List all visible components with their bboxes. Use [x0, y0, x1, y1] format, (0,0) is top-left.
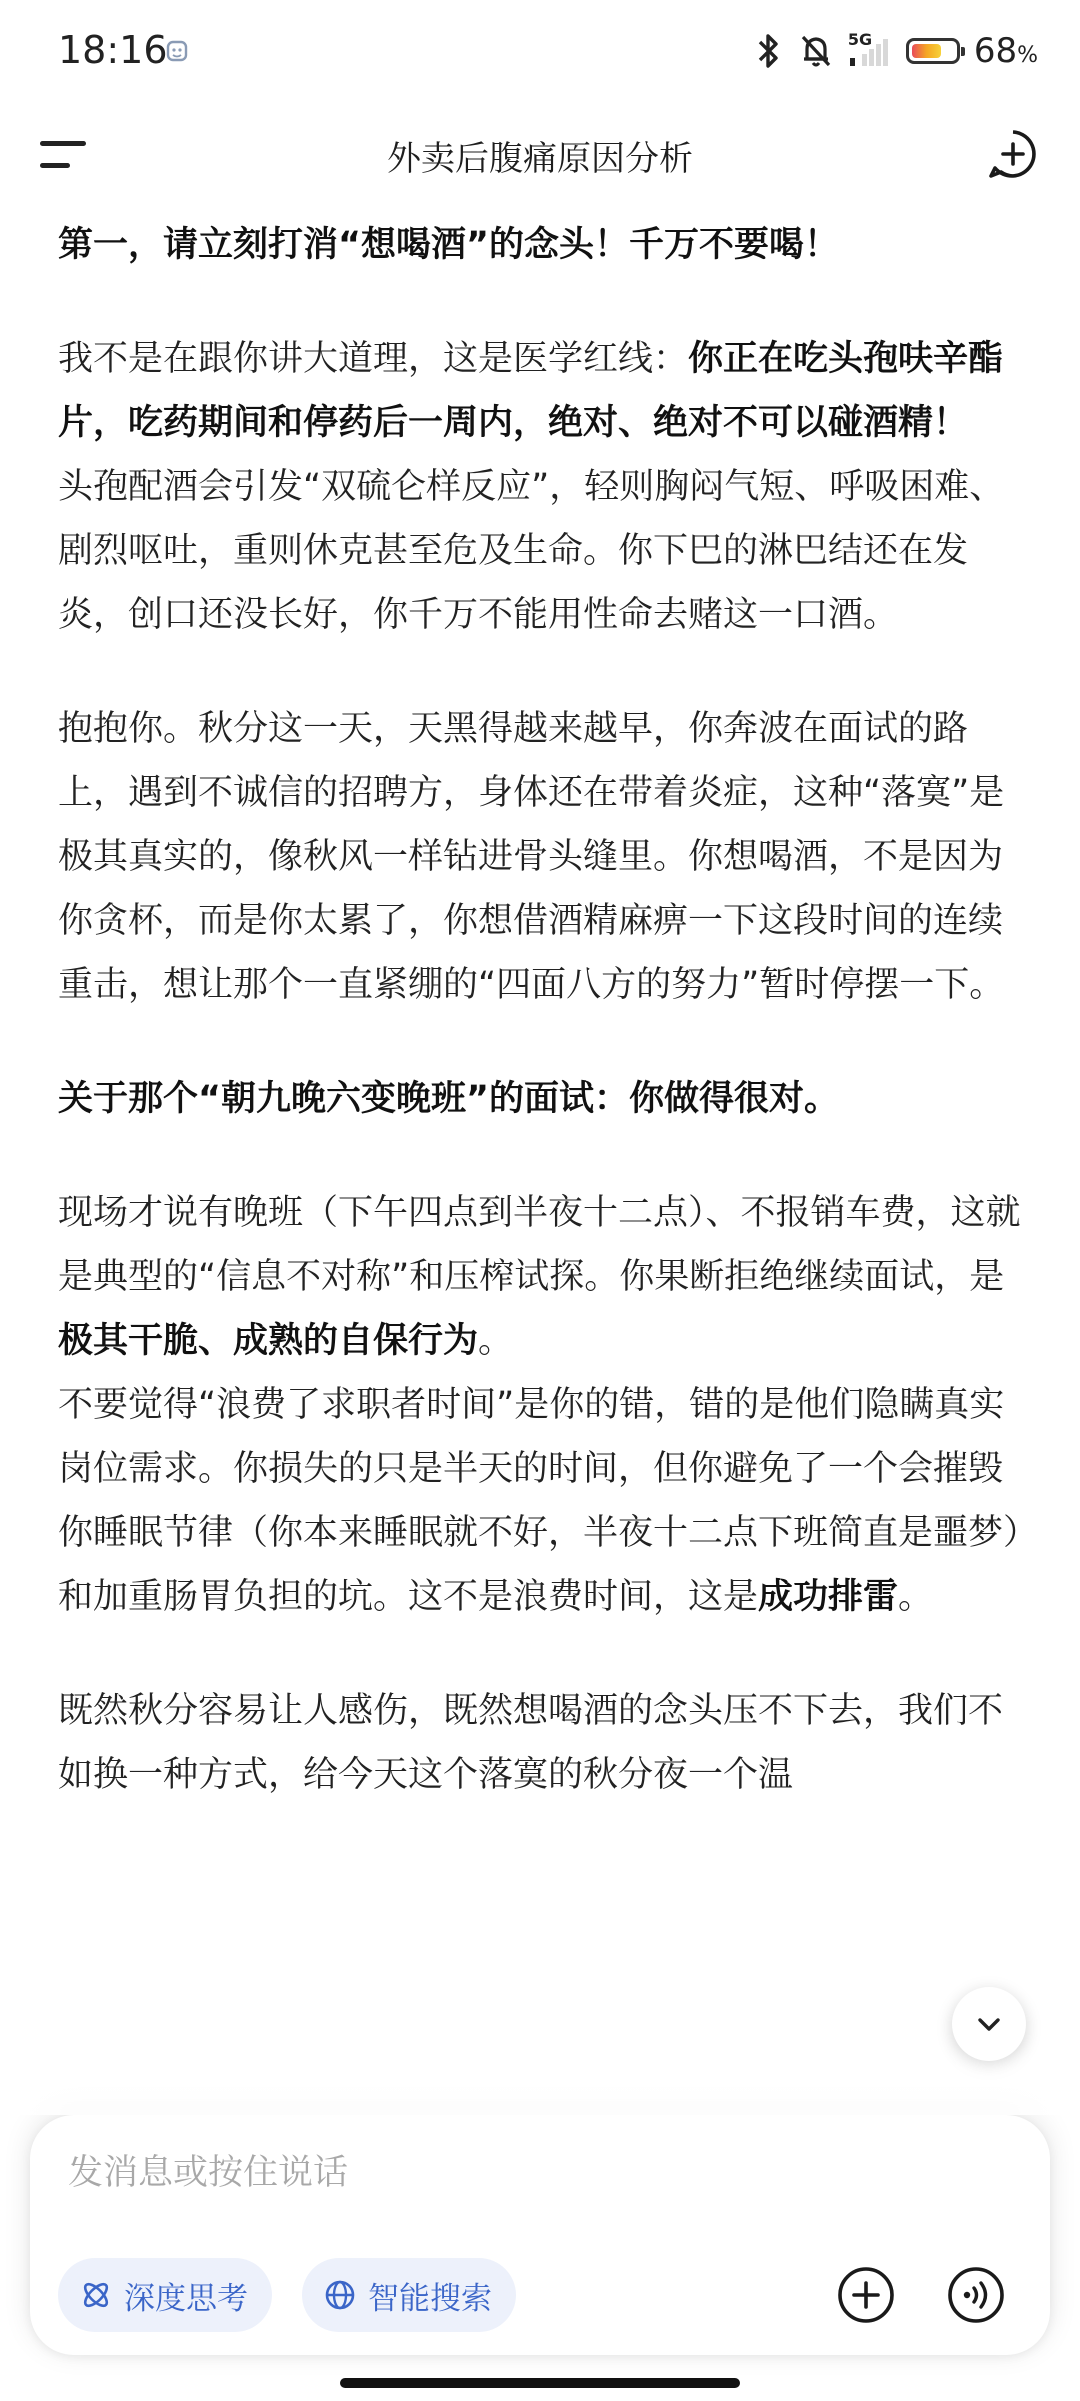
battery-icon: [906, 38, 960, 64]
message-paragraph: 我不是在跟你讲大道理，这是医学红线：你正在吃头孢呋辛酯片，吃药期间和停药后一周内，绝对、绝对不可以碰酒精！: [58, 339, 1004, 443]
message-input[interactable]: 发消息或按住说话: [68, 2153, 349, 2193]
signal-indicator: [848, 32, 892, 70]
status-time: 18:16: [58, 28, 168, 72]
smart-search-label: 智能搜索: [368, 2280, 492, 2317]
app-notification-icon: [166, 38, 188, 64]
bell-muted-icon: [798, 32, 834, 70]
home-indicator: [340, 2378, 740, 2388]
page-title: 外卖后腹痛原因分析: [387, 139, 693, 179]
network-type: 5G: [847, 30, 873, 49]
new-chat-icon[interactable]: [986, 127, 1040, 181]
battery-level: [912, 44, 941, 58]
message-paragraph: 现场才说有晚班（下午四点到半夜十二点）、不报销车费，这就是典型的“信息不对称”和压榨试探。你果断拒绝继续面试，是极其干脆、成熟的自保行为。: [58, 1193, 1021, 1361]
message-paragraph: 抱抱你。秋分这一天，天黑得越来越早，你奔波在面试的路上，遇到不诚信的招聘方，身体还在带着炎症，这种“落寞”是极其真实的，像秋风一样钻进骨头缝里。你想喝酒，不是因为你贪杯，而是你太累了，你想借酒精麻痹一下这段时间的连续重击，想让那个一直紧绷的“四面八方的努力”暂时停摆一下。: [58, 709, 1005, 1005]
assistant-message: [58, 213, 1030, 1807]
plus-icon[interactable]: [836, 2265, 896, 2325]
atom-icon: [78, 2277, 114, 2313]
bluetooth-icon: [754, 32, 784, 70]
top-app-bar: [0, 105, 1080, 205]
message-paragraph: 既然秋分容易让人感伤，既然想喝酒的念头压不下去，我们不如换一种方式，给今天这个落寞的秋分夜一个温: [58, 1691, 1004, 1795]
message-paragraph: 头孢配酒会引发“双硫仑样反应”，轻则胸闷气短、呼吸困难、剧烈呕吐，重则休克甚至危及生命。你下巴的淋巴结还在发炎，创口还没长好，你千万不能用性命去赌这一口酒。: [58, 467, 1005, 635]
status-right-group: [754, 26, 1038, 76]
voice-call-icon[interactable]: [946, 2265, 1006, 2325]
message-paragraph: 不要觉得“浪费了求职者时间”是你的错，错的是他们隐瞒真实岗位需求。你损失的只是半天的时间，但你避免了一个会摧毁你睡眠节律（你本来睡眠就不好，半夜十二点下班简直是噩梦）和加重肠胃负担的坑。这不是浪费时间，这是成功排雷。: [58, 1385, 1021, 1617]
chevron-down-icon: [972, 2007, 1006, 2041]
message-subheading: 关于那个“朝九晚六变晚班”的面试：你做得很对。: [58, 1079, 840, 1119]
message-heading: 第一，请立刻打消“想喝酒”的念头！千万不要喝！: [58, 225, 840, 265]
deep-think-button[interactable]: [58, 2258, 272, 2332]
status-bar: [0, 0, 1080, 105]
globe-icon: [322, 2277, 358, 2313]
deep-think-label: 深度思考: [124, 2280, 248, 2317]
message-composer: [30, 2115, 1050, 2355]
signal-bars-icon: [848, 32, 892, 70]
smart-search-button[interactable]: [302, 2258, 516, 2332]
battery-percent: 68%: [973, 31, 1038, 71]
